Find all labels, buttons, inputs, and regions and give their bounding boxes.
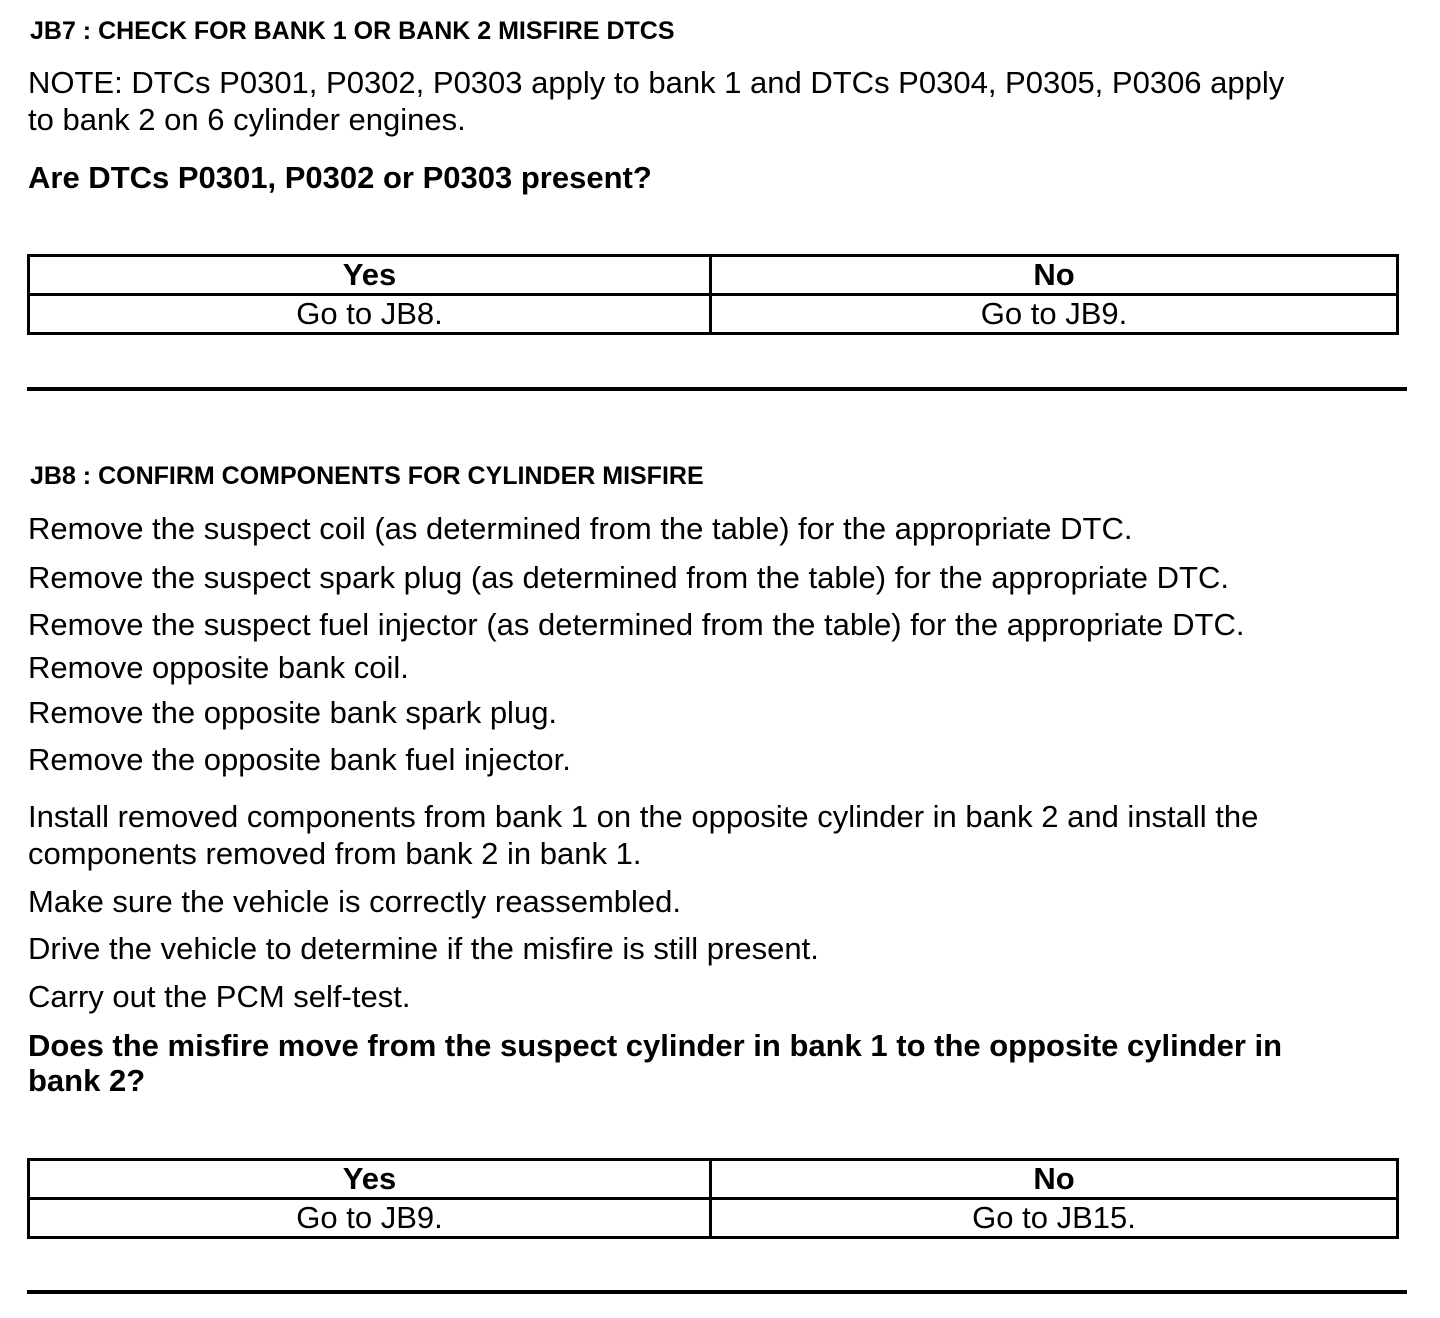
jb7-no-action: Go to JB9. xyxy=(711,295,1398,334)
jb8-no-action: Go to JB15. xyxy=(711,1199,1398,1238)
jb8-step-8: Drive the vehicle to determine if the misfire is still present. xyxy=(28,931,819,966)
jb8-step-4: Remove opposite bank coil. xyxy=(28,650,409,685)
jb8-heading: JB8 : CONFIRM COMPONENTS FOR CYLINDER MISFIRE xyxy=(30,462,704,490)
jb8-yes-action: Go to JB9. xyxy=(29,1199,711,1238)
jb7-no-header: No xyxy=(711,256,1398,295)
jb8-install-line-2: components removed from bank 2 in bank 1. xyxy=(28,836,642,871)
jb7-yes-action: Go to JB8. xyxy=(29,295,711,334)
jb7-question: Are DTCs P0301, P0302 or P0303 present? xyxy=(28,160,652,195)
jb7-heading: JB7 : CHECK FOR BANK 1 OR BANK 2 MISFIRE DTCS xyxy=(30,17,675,45)
jb8-divider xyxy=(27,1290,1407,1294)
jb8-step-7: Make sure the vehicle is correctly reassembled. xyxy=(28,884,681,919)
jb8-step-3: Remove the suspect fuel injector (as determined from the table) for the appropriate DTC. xyxy=(28,607,1245,642)
jb8-question-line-2: bank 2? xyxy=(28,1063,146,1098)
jb7-note-line-1: NOTE: DTCs P0301, P0302, P0303 apply to bank 1 and DTCs P0304, P0305, P0306 apply xyxy=(28,65,1285,100)
jb7-yes-header: Yes xyxy=(29,256,711,295)
jb8-step-6: Remove the opposite bank fuel injector. xyxy=(28,742,571,777)
jb7-yes-no-table xyxy=(27,254,1399,335)
jb8-step-2: Remove the suspect spark plug (as determined from the table) for the appropriate DTC. xyxy=(28,560,1229,595)
jb8-yes-no-table xyxy=(27,1158,1399,1239)
jb8-install-line-1: Install removed components from bank 1 on the opposite cylinder in bank 2 and install the xyxy=(28,799,1259,834)
jb7-divider xyxy=(27,387,1407,391)
jb8-step-5: Remove the opposite bank spark plug. xyxy=(28,695,558,730)
jb8-question-line-1: Does the misfire move from the suspect cylinder in bank 1 to the opposite cylinder in xyxy=(28,1028,1283,1063)
jb8-yes-header: Yes xyxy=(29,1160,711,1199)
jb8-no-header: No xyxy=(711,1160,1398,1199)
jb8-step-1: Remove the suspect coil (as determined from the table) for the appropriate DTC. xyxy=(28,511,1133,546)
jb8-step-9: Carry out the PCM self-test. xyxy=(28,979,411,1014)
jb7-note-line-2: to bank 2 on 6 cylinder engines. xyxy=(28,102,466,137)
